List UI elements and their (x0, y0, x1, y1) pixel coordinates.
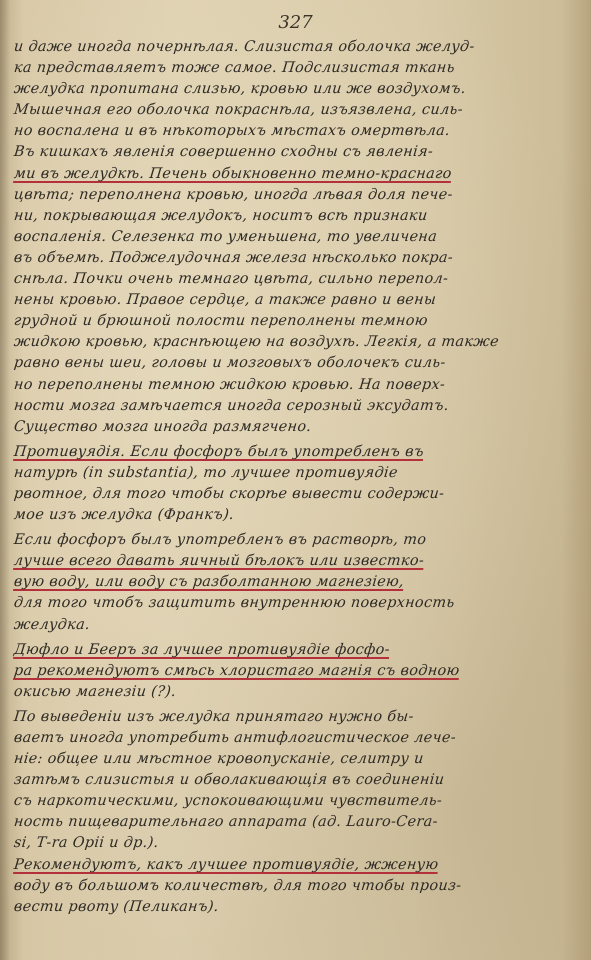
text-line: натурѣ (in substantia), то лучшее противуядіе (13, 463, 399, 481)
text-line: снѣла. Почки очень темнаго цвѣта, сильно перепол- (13, 270, 450, 288)
text-line: воду въ большомъ количествѣ, для того чтобы произ- (13, 876, 463, 894)
page-edge-shadow (0, 0, 10, 960)
text-line-underlined: ра рекомендуютъ смѣсь хлористаго магнія съ водною (13, 661, 461, 679)
text-line: но воспалена и въ нѣкоторыхъ мѣстахъ омертвѣла. (13, 122, 451, 140)
text-line: Мышечная его оболочка покраснѣла, изъязвлена, силь- (13, 101, 464, 119)
text-line: желудка пропитана слизью, кровью или же воздухомъ. (13, 80, 467, 98)
text-line: воспаленія. Селезенка то уменьшена, то увеличена (13, 227, 439, 245)
text-line: но переполнены темною жидкою кровью. На поверх- (13, 375, 447, 393)
text-line: въ объемѣ. Поджелудочная железа нѣсколько покра- (13, 248, 454, 266)
text-line-underlined: лучше всего давать яичный бѣлокъ или известко- (13, 552, 426, 570)
handwritten-text-block (14, 36, 582, 917)
text-line: и даже иногда почернѣлая. Слизистая оболочка желуд- (13, 38, 476, 55)
text-line: окисью магнезіи (?). (13, 682, 178, 700)
text-line: ность пищеварительнаго аппарата (ад. Lauro-Cera- (13, 813, 439, 831)
text-line: ваетъ иногда употребить антифлогистическое лече- (13, 729, 457, 746)
text-line: ни, покрывающая желудокъ, носитъ всѣ признаки (13, 206, 429, 224)
text-line: мое изъ желудка (Франкъ). (13, 506, 235, 524)
text-line: цвѣта; переполнена кровью, иногда лѣвая доля пече- (13, 185, 454, 203)
text-line: желудка. (13, 615, 91, 633)
text-line: для того чтобъ защитить внутреннюю поверхность (13, 594, 456, 612)
text-line: вести рвоту (Пеликанъ). (13, 897, 220, 915)
text-line: Если фосфоръ былъ употребленъ въ растворѣ, то (13, 531, 428, 549)
text-line: По выведеніи изъ желудка принятаго нужно бы- (13, 707, 415, 725)
text-line-underlined: вую воду, или воду съ разболтанною магнезіею, (13, 573, 405, 591)
text-line-underlined: Рекомендуютъ, какъ лучшее противуядіе, жженую (13, 855, 440, 873)
text-line: затѣмъ слизистыя и обволакивающія въ соединеніи (13, 771, 446, 789)
text-line: ности мозга замѣчается иногда серозный эксудатъ. (13, 396, 450, 414)
text-line: si, Т-ra Opii и др.). (13, 834, 160, 852)
text-line: равно вены шеи, головы и мозговыхъ оболочекъ силь- (13, 354, 447, 372)
text-line: жидкою кровью, краснѣющею на воздухѣ. Легкія, а также (13, 333, 500, 351)
text-line: ка представляетъ тоже самое. Подслизистая ткань (13, 59, 456, 77)
text-line-underlined: Дюфло и Бееръ за лучшее противуядіе фосфо- (13, 640, 391, 658)
text-line: съ наркотическими, успокоивающими чувствитель- (13, 792, 444, 810)
text-line: нены кровью. Правое сердце, а также равно и вены (13, 291, 438, 309)
text-line: Въ кишкахъ явленія совершенно сходны съ явленія- (13, 143, 435, 161)
text-line: ніе: общее или мѣстное кровопусканіе, селитру и (13, 750, 425, 768)
text-line-underlined: ми въ желудкѣ. Печень обыкновенно темно-краснаго (13, 164, 453, 182)
text-line: Существо мозга иногда размягчено. (13, 417, 313, 435)
page-number: 327 (278, 12, 313, 33)
text-line: рвотное, для того чтобы скорѣе вывести содержи- (13, 484, 446, 502)
section-heading-antidotes: Противуядія. Если фосфоръ былъ употребленъ въ (13, 442, 425, 460)
text-line: грудной и брюшной полости переполнены темною (13, 312, 429, 330)
